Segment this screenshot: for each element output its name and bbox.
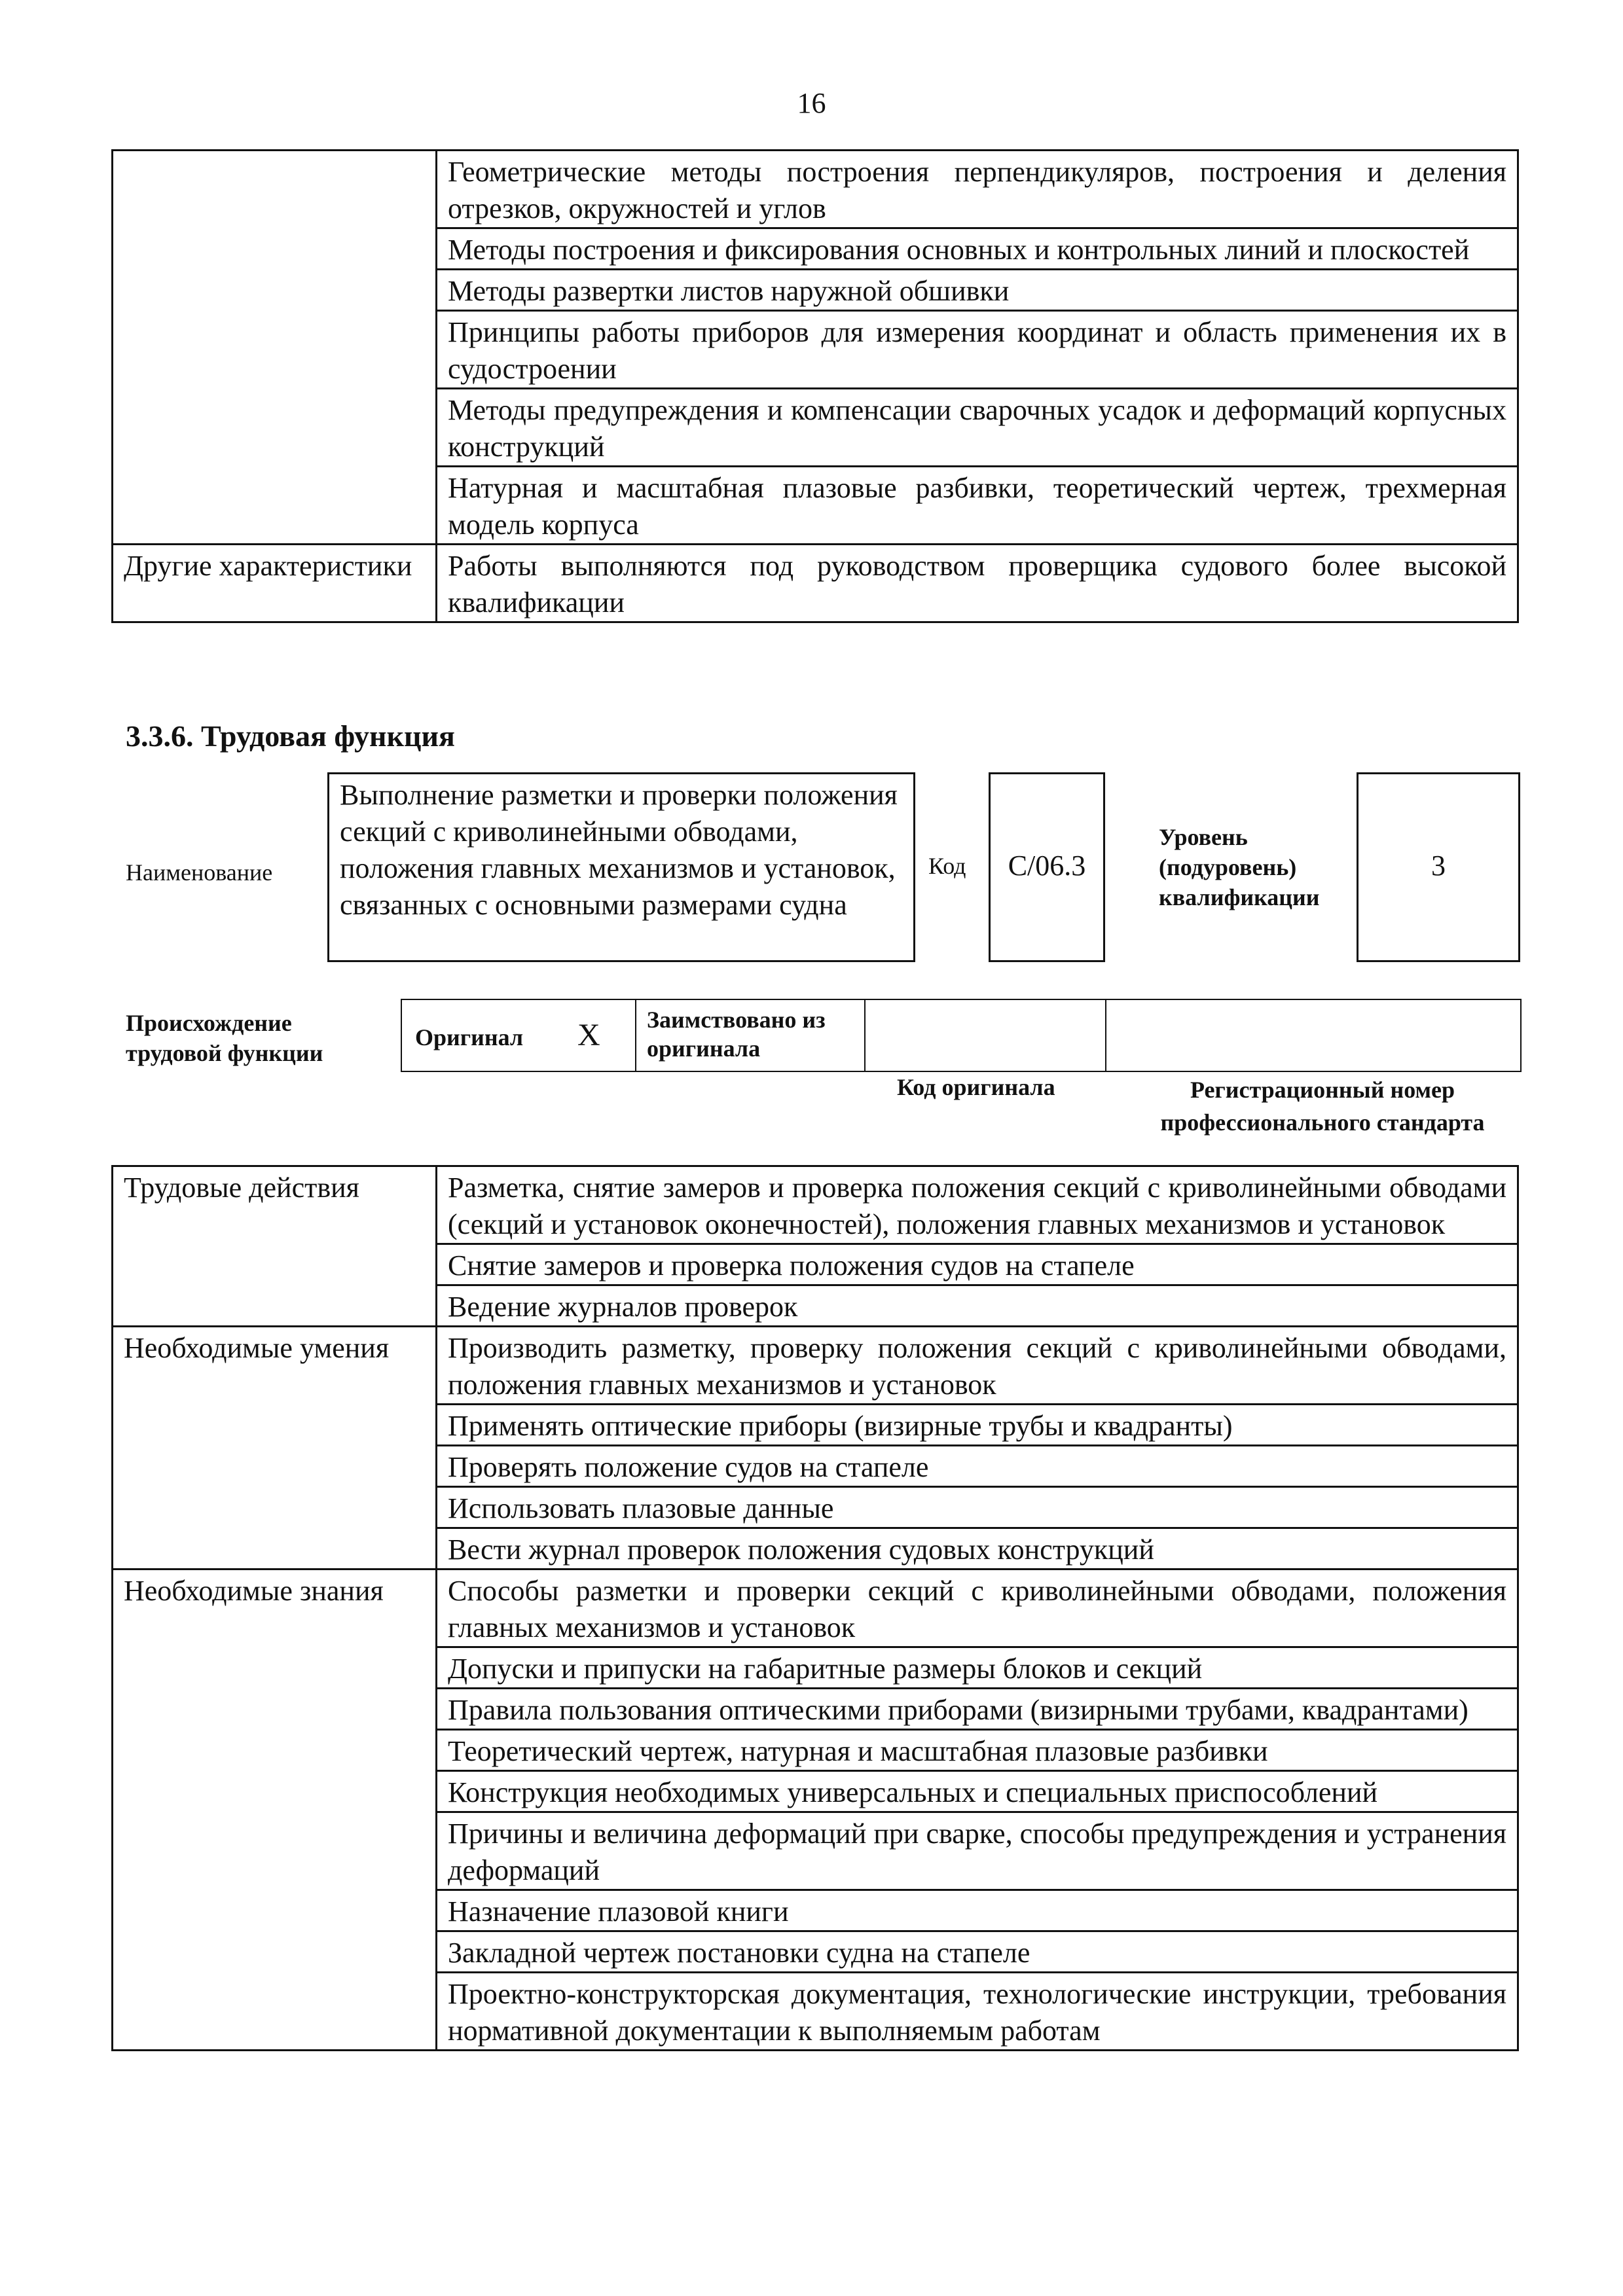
action-item: Разметка, снятие замеров и проверка положения секций с криволинейными обводами (секций и установок оконечностей), положения главных механизмов и установок bbox=[437, 1166, 1518, 1244]
page-number: 16 bbox=[797, 87, 826, 119]
knowledge-item: Методы развертки листов наружной обшивки bbox=[437, 270, 1518, 311]
name-label: Наименование bbox=[126, 859, 273, 886]
knowledge-item: Методы предупреждения и компенсации сварочных усадок и деформаций корпусных конструкций bbox=[437, 389, 1518, 467]
knowledge-item: Закладной чертеж постановки судна на стапеле bbox=[437, 1931, 1518, 1973]
skill-item: Использовать плазовые данные bbox=[437, 1487, 1518, 1528]
knowledge-item: Причины и величина деформаций при сварке, способы предупреждения и устранения деформаций bbox=[437, 1812, 1518, 1890]
function-details-table bbox=[111, 1165, 1519, 2051]
level-label: Уровень (подуровень) квалификации bbox=[1159, 824, 1320, 910]
knowledge-item: Допуски и припуски на габаритные размеры блоков и секций bbox=[437, 1647, 1518, 1689]
code-original-caption: Код оригинала bbox=[897, 1074, 1055, 1100]
table-row bbox=[113, 151, 1518, 228]
section-heading: 3.3.6. Трудовая функция bbox=[126, 719, 455, 753]
origin-box bbox=[401, 999, 1522, 1072]
level-value: 3 bbox=[1431, 850, 1446, 882]
knowledge-item: Методы построения и фиксирования основных и контрольных линий и плоскостей bbox=[437, 228, 1518, 270]
table-row bbox=[113, 1327, 1518, 1405]
action-item: Ведение журналов проверок bbox=[437, 1285, 1518, 1327]
knowledge-item: Геометрические методы построения перпендикуляров, построения и деления отрезков, окружностей и углов bbox=[437, 151, 1518, 228]
function-name-box bbox=[327, 772, 915, 962]
skill-item: Проверять положение судов на стапеле bbox=[437, 1446, 1518, 1487]
knowledge-item: Конструкция необходимых универсальных и специальных приспособлений bbox=[437, 1771, 1518, 1812]
skill-item: Вести журнал проверок положения судовых конструкций bbox=[437, 1528, 1518, 1570]
skill-item: Производить разметку, проверку положения секций с криволинейными обводами, положения главных механизмов и установок bbox=[437, 1327, 1518, 1405]
origin-label: Происхождение трудовой функции bbox=[126, 1010, 323, 1066]
knowledge-label: Необходимые знания bbox=[113, 1570, 437, 2051]
table-row bbox=[113, 545, 1518, 622]
table-row bbox=[113, 1166, 1518, 1244]
action-item: Снятие замеров и проверка положения судов на стапеле bbox=[437, 1244, 1518, 1285]
knowledge-item: Натурная и масштабная плазовые разбивки, теоретический чертеж, трехмерная модель корпуса bbox=[437, 467, 1518, 545]
other-label: Другие характеристики bbox=[113, 545, 437, 622]
knowledge-item: Способы разметки и проверки секций с криволинейными обводами, положения главных механизмов и установок bbox=[437, 1570, 1518, 1647]
knowledge-item: Правила пользования оптическими приборами (визирными трубами, квадрантами) bbox=[437, 1689, 1518, 1730]
code-value: C/06.3 bbox=[1008, 850, 1086, 882]
level-box bbox=[1357, 772, 1520, 962]
original-mark: X bbox=[577, 1018, 600, 1052]
other-text: Работы выполняются под руководством проверщика судового более высокой квалификации bbox=[437, 545, 1518, 622]
knowledge-item: Теоретический чертеж, натурная и масштабная плазовые разбивки bbox=[437, 1730, 1518, 1771]
borrowed-label: Заимствовано из оригинала bbox=[647, 1007, 826, 1062]
code-label: Код bbox=[928, 853, 966, 879]
function-name: Выполнение разметки и проверки положения секций с криволинейными обводами, положения главных механизмов и установок, связанных с основными размерами судна bbox=[340, 779, 898, 921]
divider bbox=[635, 1000, 636, 1071]
empty-label-cell bbox=[113, 151, 437, 545]
actions-label: Трудовые действия bbox=[113, 1166, 437, 1327]
table-row bbox=[113, 1570, 1518, 1647]
knowledge-continuation-table bbox=[111, 149, 1519, 623]
reg-number-caption: Регистрационный номер профессионального стандарта bbox=[1160, 1077, 1485, 1136]
skill-item: Применять оптические приборы (визирные трубы и квадранты) bbox=[437, 1405, 1518, 1446]
knowledge-item: Принципы работы приборов для измерения координат и область применения их в судостроении bbox=[437, 311, 1518, 389]
divider bbox=[864, 1000, 866, 1071]
knowledge-item: Проектно-конструкторская документация, технологические инструкции, требования нормативной документации к выполняемым работам bbox=[437, 1973, 1518, 2051]
knowledge-item: Назначение плазовой книги bbox=[437, 1890, 1518, 1931]
divider bbox=[1105, 1000, 1106, 1071]
code-box bbox=[989, 772, 1105, 962]
skills-label: Необходимые умения bbox=[113, 1327, 437, 1570]
original-label: Оригинал bbox=[415, 1024, 524, 1050]
